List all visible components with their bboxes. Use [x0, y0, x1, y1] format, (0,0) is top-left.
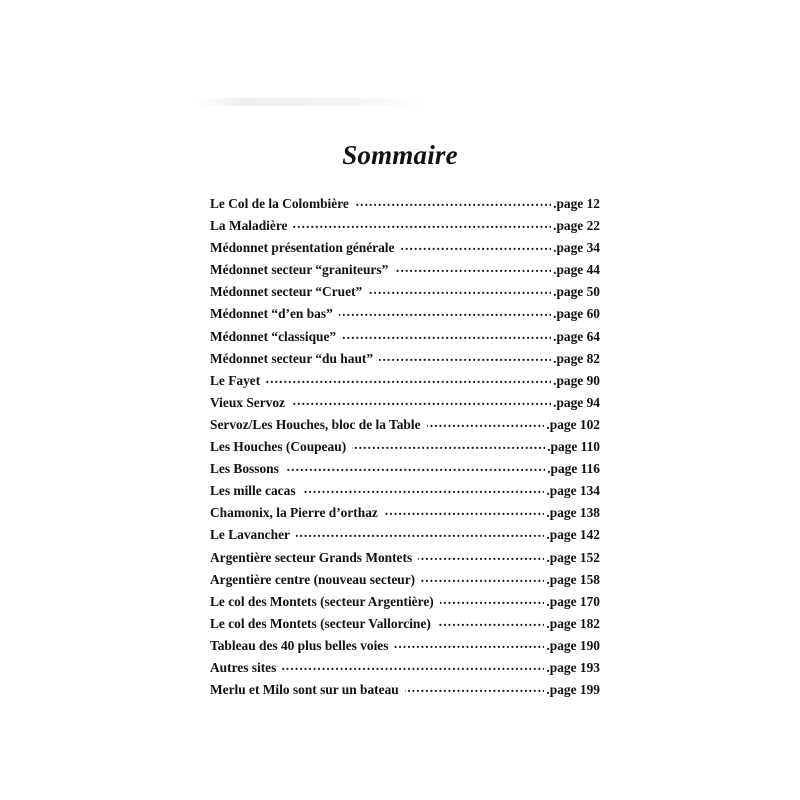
toc-entry-page: .page 64: [553, 328, 600, 344]
toc-leader-dots: [440, 592, 545, 606]
toc-entry: [210, 570, 600, 592]
toc-entry-label: Tableau des 40 plus belles voies: [210, 637, 389, 653]
toc-entry: [210, 194, 600, 216]
toc-entry-page: .page 110: [547, 439, 600, 455]
toc-entry: [210, 459, 600, 481]
toc-entry: [210, 238, 600, 260]
toc-entry-page: .page 152: [546, 549, 600, 565]
toc-leader-dots: [285, 459, 545, 473]
toc-entry-page: .page 199: [546, 682, 600, 698]
toc-entry-label: Servoz/Les Houches, bloc de la Table: [210, 416, 421, 432]
toc-entry-page: .page 193: [546, 659, 600, 675]
toc-entry-page: .page 134: [546, 483, 600, 499]
toc-entry-label: Médonnet présentation générale: [210, 240, 395, 256]
toc-entry-page: .page 50: [553, 284, 600, 300]
toc-entry-page: .page 12: [553, 196, 600, 211]
toc-entry-label: Le col des Montets (secteur Vallorcine): [210, 615, 431, 631]
scan-smudge: [196, 98, 426, 106]
toc-leader-dots: [394, 636, 544, 650]
toc-entry-label: Le Fayet: [210, 372, 261, 388]
toc-entry: [210, 216, 600, 238]
toc-entry-page: .page 138: [546, 505, 600, 521]
toc-entry-label: Le Col de la Colombière: [210, 196, 349, 211]
toc-entry-page: .page 22: [553, 218, 600, 234]
toc-leader-dots: [384, 503, 545, 517]
toc-entry: [210, 304, 600, 326]
toc-leader-dots: [291, 393, 551, 407]
table-of-contents: [210, 194, 600, 702]
toc-entry: [210, 371, 600, 393]
toc-entry: [210, 437, 600, 459]
toc-entry-label: Argentière centre (nouveau secteur): [210, 571, 416, 587]
toc-entry-page: .page 116: [547, 461, 600, 477]
toc-leader-dots: [282, 658, 544, 672]
toc-leader-dots: [368, 282, 551, 296]
toc-entry: [210, 260, 600, 282]
toc-entry: [210, 415, 600, 437]
toc-leader-dots: [355, 194, 551, 208]
toc-entry-page: .page 44: [553, 262, 600, 278]
toc-entry: [210, 481, 600, 503]
toc-entry-page: .page 90: [553, 372, 600, 388]
toc-leader-dots: [421, 570, 544, 584]
toc-entry-label: Vieux Servoz: [210, 394, 285, 410]
toc-leader-dots: [266, 371, 551, 385]
toc-entry-label: Médonnet secteur “du haut”: [210, 350, 374, 366]
toc-entry-label: Médonnet secteur “graniteurs”: [210, 262, 389, 278]
toc-leader-dots: [379, 349, 551, 363]
toc-entry: [210, 327, 600, 349]
toc-entry-label: Le Lavancher: [210, 527, 290, 543]
toc-entry-label: Merlu et Milo sont sur un bateau: [210, 682, 399, 698]
toc-leader-dots: [296, 525, 544, 539]
toc-entry-page: .page 34: [553, 240, 600, 256]
toc-entry: [210, 592, 600, 614]
toc-entry-label: Autres sites: [210, 659, 277, 675]
toc-leader-dots: [418, 548, 544, 562]
toc-entry-label: Médonnet secteur “Cruet”: [210, 284, 363, 300]
toc-entry: [210, 658, 600, 680]
toc-entry-page: .page 102: [546, 416, 600, 432]
toc-entry-page: .page 60: [553, 306, 600, 322]
toc-leader-dots: [427, 415, 545, 429]
toc-leader-dots: [342, 327, 551, 341]
toc-leader-dots: [352, 437, 545, 451]
toc-leader-dots: [400, 238, 551, 252]
toc-leader-dots: [394, 260, 551, 274]
toc-entry-page: .page 94: [553, 394, 600, 410]
toc-entry: [210, 503, 600, 525]
toc-leader-dots: [405, 680, 545, 694]
toc-entry: [210, 393, 600, 415]
toc-entry-label: Les Houches (Coupeau): [210, 439, 347, 455]
toc-entry-label: La Maladière: [210, 218, 288, 234]
toc-entry-page: .page 182: [546, 615, 600, 631]
toc-entry-label: Médonnet “d’en bas”: [210, 306, 333, 322]
toc-entry-label: Le col des Montets (secteur Argentière): [210, 593, 434, 609]
toc-leader-dots: [437, 614, 545, 628]
toc-entry-page: .page 190: [546, 637, 600, 653]
toc-entry-page: .page 170: [546, 593, 600, 609]
toc-leader-dots: [339, 304, 551, 318]
toc-entry: [210, 680, 600, 702]
toc-entry: [210, 349, 600, 371]
toc-entry: [210, 636, 600, 658]
toc-entry-page: .page 142: [546, 527, 600, 543]
toc-entry: [210, 614, 600, 636]
toc-entry-page: .page 82: [553, 350, 600, 366]
page-title: Sommaire: [342, 140, 458, 170]
toc-entry-page: .page 158: [546, 571, 600, 587]
toc-entry-label: Chamonix, la Pierre d’orthaz: [210, 505, 378, 521]
toc-entry: [210, 548, 600, 570]
toc-entry-label: Les Bossons: [210, 461, 279, 477]
toc-entry-label: Les mille cacas: [210, 483, 296, 499]
toc-leader-dots: [293, 216, 551, 230]
toc-entry-label: Médonnet “classique”: [210, 328, 337, 344]
toc-leader-dots: [302, 481, 545, 495]
toc-entry-label: Argentière secteur Grands Montets: [210, 549, 413, 565]
toc-entry: [210, 525, 600, 547]
toc-entry: [210, 282, 600, 304]
